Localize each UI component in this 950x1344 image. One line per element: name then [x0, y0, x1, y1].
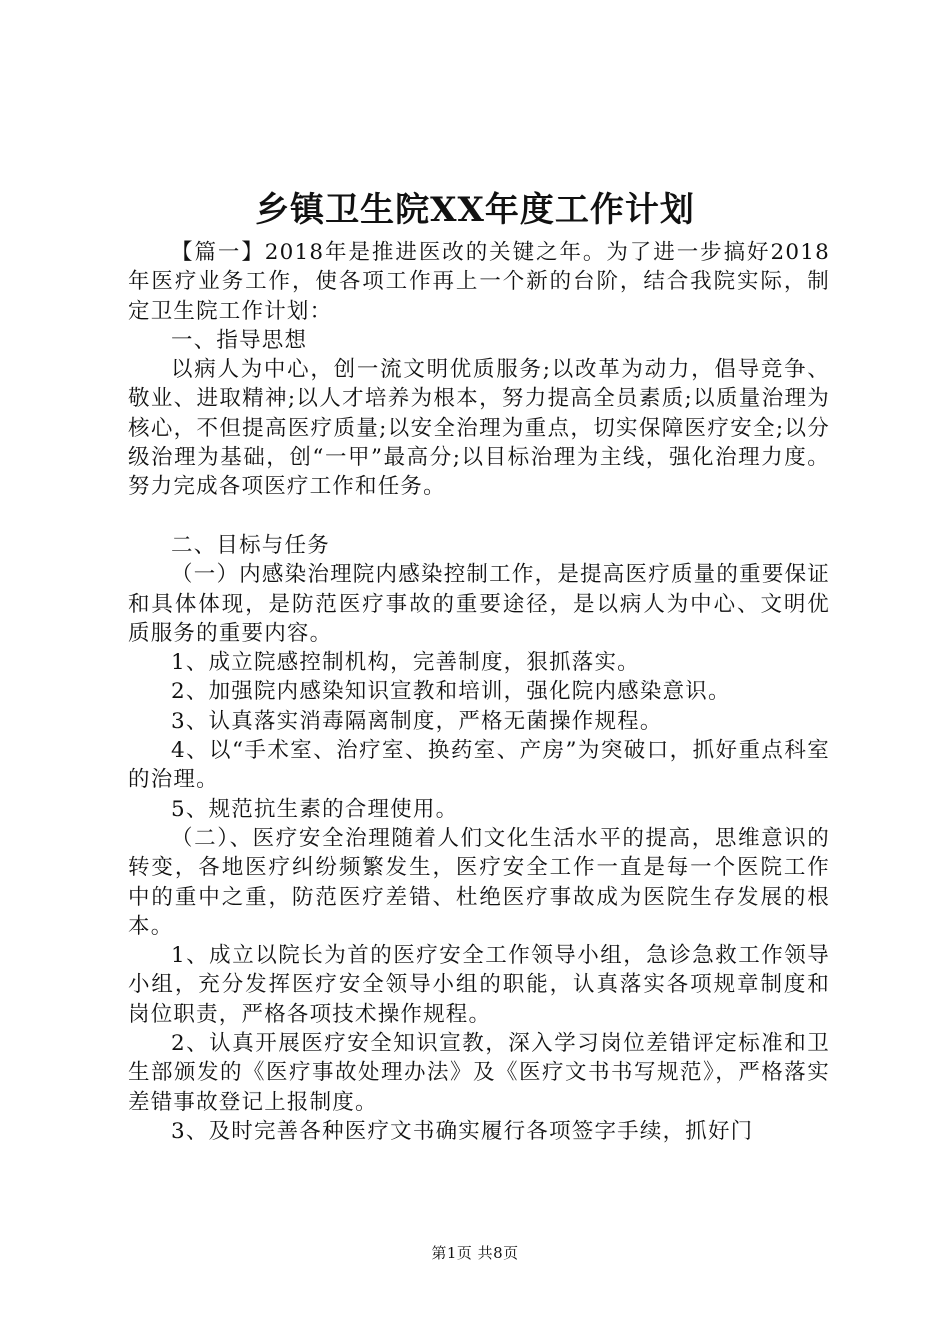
paragraph-guiding-ideology: 以病人为中心，创一流文明优质服务;以改革为动力，倡导竞争、敬业、进取精神;以人才培养为根本，努力提高全员素质;以质量治理为核心，不但提高医疗质量;以安全治理为重点，切实保障医疗安全;以分级治理为基础，创“一甲”最高分;以目标治理为主线，强化治理力度。努力完成各项医疗工作和任务。: [128, 357, 830, 500]
paragraph-intro: 【篇一】2018年是推进医改的关键之年。为了进一步搞好2018年医疗业务工作，使各项工作再上一个新的台阶，结合我院实际，制定卫生院工作计划：: [128, 240, 830, 324]
paragraph-infection-control: （一）内感染治理院内感染控制工作，是提高医疗质量的重要保证和具体体现，是防范医疗事故的重要途径，是以病人为中心、文明优质服务的重要内容。: [128, 562, 830, 646]
section-heading-guiding-ideology: 一、指导思想: [171, 327, 308, 353]
list-item: 3、认真落实消毒隔离制度，严格无菌操作规程。: [171, 708, 663, 734]
blank-line: [128, 502, 830, 531]
document-body: [128, 238, 830, 1146]
list-item: 1、成立院感控制机构，完善制度，狠抓落实。: [171, 650, 640, 676]
list-item: 1、成立以院长为首的医疗安全工作领导小组，急诊急救工作领导小组，充分发挥医疗安全领导小组的职能，认真落实各项规章制度和岗位职责，严格各项技术操作规程。: [128, 943, 830, 1027]
document-title: 乡镇卫生院XX年度工作计划: [255, 190, 695, 230]
list-item: 5、规范抗生素的合理使用。: [171, 796, 459, 822]
section-heading-goals-tasks: 二、目标与任务: [171, 532, 330, 558]
list-item: 3、及时完善各种医疗文书确实履行各项签字手续，抓好门: [171, 1118, 754, 1144]
list-item: 2、加强院内感染知识宣教和培训，强化院内感染意识。: [171, 679, 731, 705]
list-item: 2、认真开展医疗安全知识宣教，深入学习岗位差错评定标准和卫生部颁发的《医疗事故处理办法》及《医疗文书书写规范》，严格落实差错事故登记上报制度。: [128, 1031, 830, 1115]
list-item: 4、以“手术室、治疗室、换药室、产房”为突破口，抓好重点科室的治理。: [128, 738, 830, 793]
page-footer: 第1页 共8页: [431, 1244, 519, 1262]
paragraph-medical-safety: （二）、医疗安全治理随着人们文化生活水平的提高，思维意识的转变，各地医疗纠纷频繁发生，医疗安全工作一直是每一个医院工作中的重中之重，防范医疗差错、杜绝医疗事故成为医院生存发展的根本。: [128, 825, 830, 939]
